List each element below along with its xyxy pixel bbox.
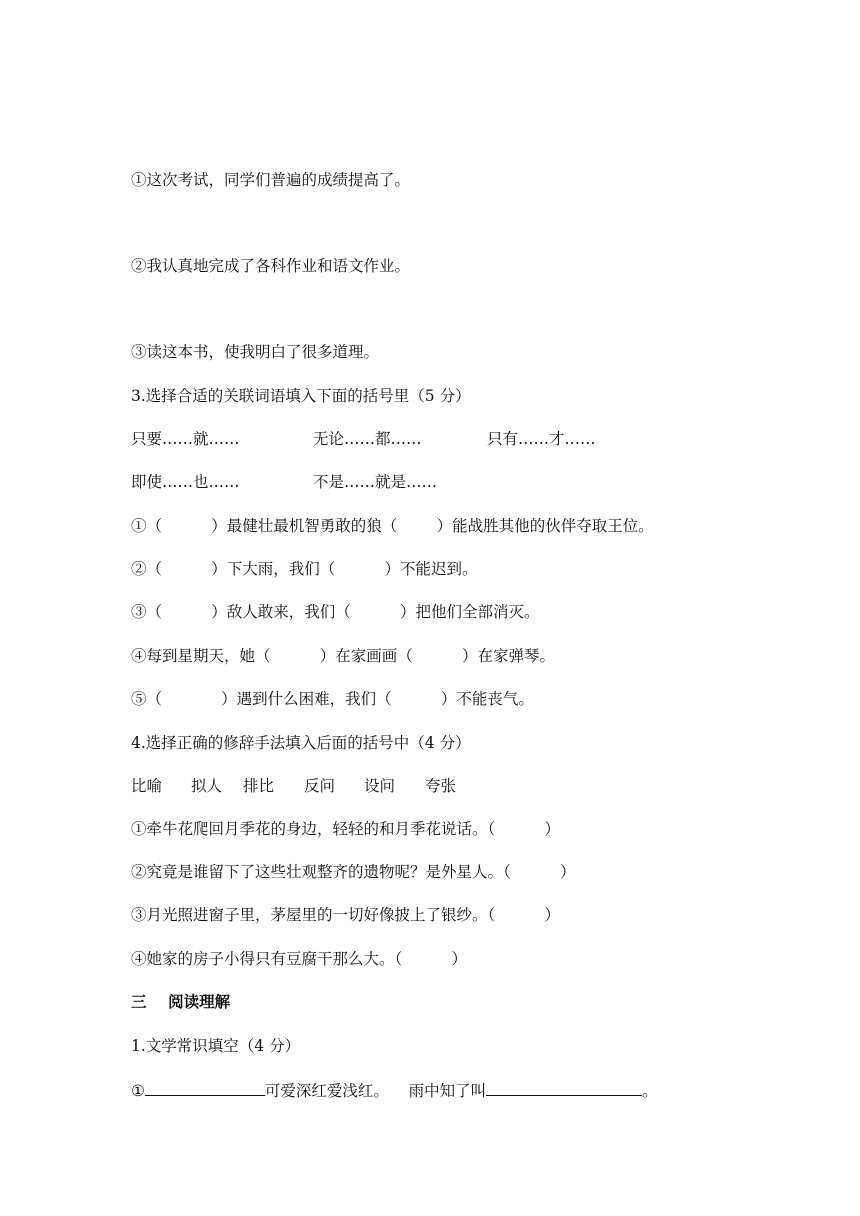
fill-blank-text: 可爱深红爱浅红。 雨中知了叫 [264, 1082, 487, 1100]
q3-item: ③（ ）敌人敢来，我们（ ）把他们全部消灭。 [131, 603, 540, 621]
q4-item: ①牵牛花爬回月季花的身边，轻轻的和月季花说话。（ ） [131, 820, 561, 838]
sentence-3: ③读这本书，使我明白了很多道理。 [131, 343, 380, 361]
fill-blank-end: 。 [642, 1082, 658, 1100]
fill-blank-prefix: ① [131, 1082, 145, 1100]
q4-item: ②究竟是谁留下了这些壮观整齐的遗物呢？是外星人。（ ） [131, 863, 576, 881]
q4-option: 反问 [304, 777, 336, 795]
q4-option: 比喻 [131, 777, 163, 795]
q4-option: 拟人 [191, 777, 223, 795]
fill-blank-line [131, 1079, 658, 1101]
q3-item: ①（ ）最健壮最机智勇敢的狼（ ）能战胜其他的伙伴夺取王位。 [131, 517, 654, 535]
q3-option: 即使……也…… [131, 473, 240, 491]
q3-option: 不是……就是…… [313, 473, 438, 491]
q4-option: 排比 [243, 777, 275, 795]
q3-item: ②（ ）下大雨，我们（ ）不能迟到。 [131, 560, 478, 578]
sentence-2: ②我认真地完成了各科作业和语文作业。 [131, 257, 411, 275]
q4-title: 4.选择正确的修辞手法填入后面的括号中（4 分） [131, 734, 471, 752]
section-3-heading: 三 阅读理解 [131, 993, 231, 1011]
sentence-1: ①这次考试，同学们普遍的成绩提高了。 [131, 171, 411, 189]
q4-option: 夸张 [425, 777, 457, 795]
q3-item: ⑤（ ）遇到什么困难，我们（ ）不能丧气。 [131, 690, 534, 708]
answer-blank-1[interactable] [145, 1079, 265, 1096]
q3-option: 只要……就…… [131, 430, 240, 448]
q4-item: ③月光照进窗子里，茅屋里的一切好像披上了银纱。（ ） [131, 906, 561, 924]
q3-option: 只有……才…… [487, 430, 596, 448]
q3-title: 3.选择合适的关联词语填入下面的括号里（5 分） [131, 387, 471, 405]
answer-blank-2[interactable] [486, 1079, 642, 1096]
section3-q1-title: 1.文学常识填空（4 分） [131, 1037, 301, 1055]
q4-item: ④她家的房子小得只有豆腐干那么大。（ ） [131, 950, 468, 968]
q3-option: 无论……都…… [313, 430, 422, 448]
q4-option: 设问 [364, 777, 396, 795]
q3-item: ④每到星期天，她（ ）在家画画（ ）在家弹琴。 [131, 647, 556, 665]
